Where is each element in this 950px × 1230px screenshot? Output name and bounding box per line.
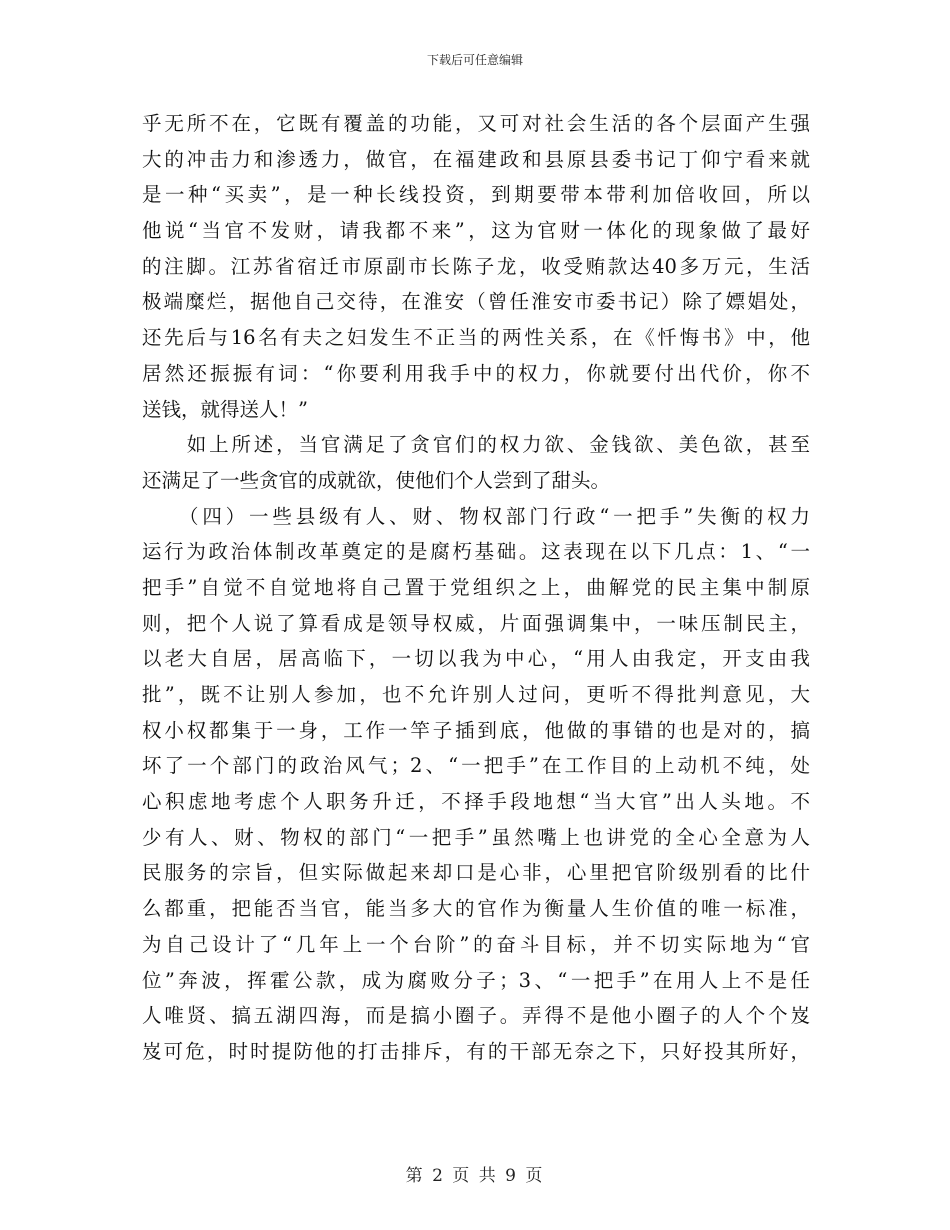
text-line: 权小权都集于一身，工作一竿子插到底，他做的事错的也是对的，搞	[142, 718, 810, 742]
page-header-note: 下载后可任意编辑	[426, 53, 523, 67]
text-line: 乎无所不在，它既有覆盖的功能，又可对社会生活的各个层面产生强	[142, 112, 810, 135]
text-line: 心积虑地考虑个人职务升迁，不择手段地想“当大官”出人头地。不	[142, 790, 810, 814]
text-line: 坏了一个部门的政治风气；2、“一把手”在工作目的上动机不纯，处	[142, 754, 810, 778]
text-line: 如上所述，当官满足了贪官们的权力欲、金钱欲、美色欲，甚至	[142, 433, 810, 457]
text-line: 么都重，把能否当官，能当多大的官作为衡量人生价值的唯一标准，	[142, 897, 810, 921]
text-line: 居然还振振有词：“你要利用我手中的权力，你就要付出代价，你不	[142, 361, 810, 385]
text-line: 人唯贤、搞五湖四海，而是搞小圈子。弄得不是他小圈子的人个个岌	[142, 1004, 810, 1028]
text-line: 民服务的宗旨，但实际做起来却口是心非，心里把官阶级别看的比什	[142, 861, 810, 885]
text-line: 送钱，就得送人！”	[142, 397, 308, 421]
text-line: 批”，既不让别人参加，也不允许别人过问，更听不得批判意见，大	[142, 683, 810, 706]
text-line: 是一种“买卖”，是一种长线投资，到期要带本带利加倍收回，所以	[142, 183, 810, 207]
text-line: 以老大自居，居高临下，一切以我为中心，“用人由我定，开支由我	[142, 647, 810, 671]
text-line: 他说“当官不发财，请我都不来”，这为官财一体化的现象做了最好	[142, 219, 810, 243]
text-line: （四）一些县级有人、财、物权部门行政“一把手”失衡的权力	[142, 504, 810, 528]
text-line: 还先后与16名有夫之妇发生不正当的两性关系，在《忏悔书》中，他	[142, 326, 810, 350]
text-line: 的注脚。江苏省宿迁市原副市长陈子龙，收受贿款达40多万元，生活	[142, 254, 810, 278]
document-body	[142, 106, 810, 1070]
text-line: 运行为政治体制改革奠定的是腐朽基础。这表现在以下几点：1、“一	[142, 540, 810, 564]
text-line: 还满足了一些贪官的成就欲，使他们个人尝到了甜头。	[142, 468, 611, 492]
text-line: 位”奔波，挥霍公款，成为腐败分子；3、“一把手”在用人上不是任	[142, 968, 810, 992]
page-number: 第 2 页 共 9 页	[405, 1166, 545, 1186]
text-line: 为自己设计了“几年上一个台阶”的奋斗目标，并不切实际地为“官	[142, 932, 810, 956]
text-line: 少有人、财、物权的部门“一把手”虽然嘴上也讲党的全心全意为人	[142, 825, 810, 849]
text-line: 则，把个人说了算看成是领导权威，片面强调集中，一味压制民主，	[142, 611, 810, 635]
text-line: 岌可危，时时提防他的打击排斥，有的干部无奈之下，只好投其所好，	[142, 1039, 810, 1063]
text-line: 把手”自觉不自觉地将自己置于党组织之上，曲解党的民主集中制原	[142, 575, 810, 599]
text-line: 极端糜烂，据他自己交待，在淮安（曾任淮安市委书记）除了嫖娼处，	[142, 290, 810, 314]
text-line: 大的冲击力和渗透力，做官，在福建政和县原县委书记丁仰宁看来就	[142, 147, 810, 171]
